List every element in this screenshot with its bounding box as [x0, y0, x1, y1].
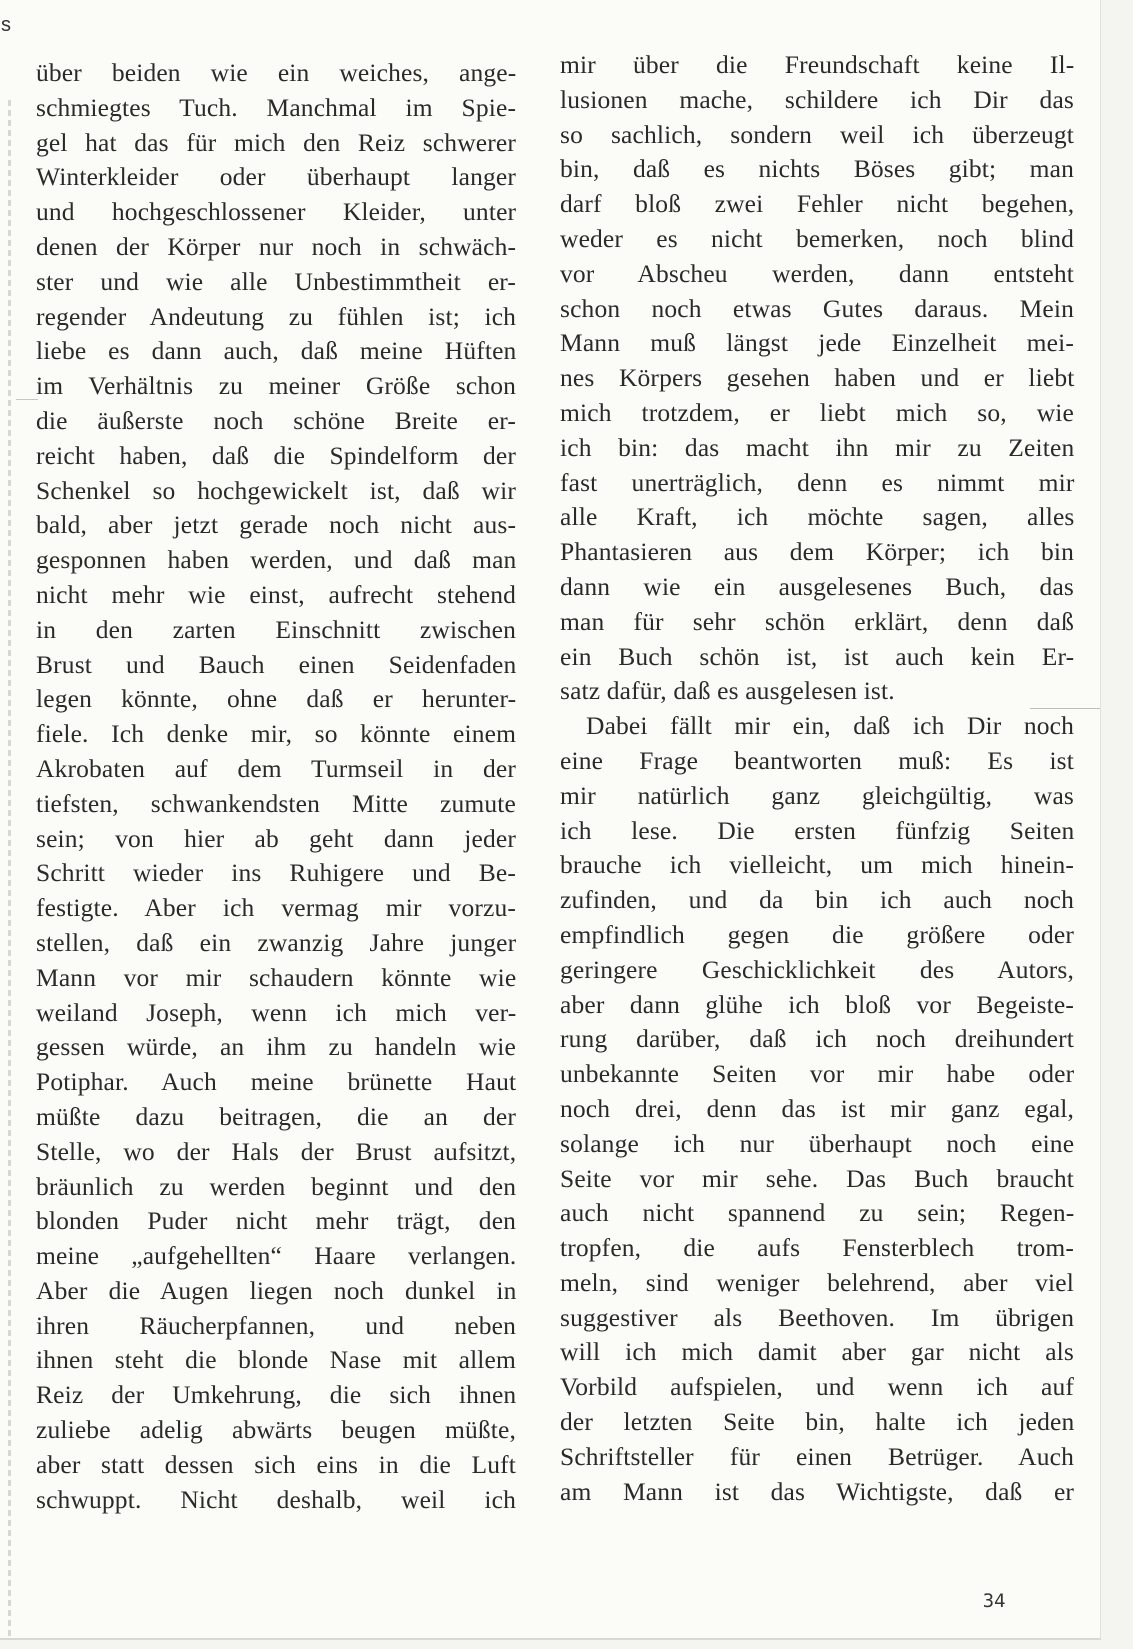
text-line: Schriftsteller für einen Betrüger. Auch: [560, 1441, 1075, 1471]
text-line: müßte dazu beitragen, die an der: [36, 1101, 516, 1131]
text-line: die äußerste noch schöne Breite er-: [36, 405, 516, 435]
text-line: unbekannte Seiten vor mir habe oder: [560, 1059, 1075, 1089]
text-line: Schritt wieder ins Ruhigere und Be-: [36, 858, 516, 888]
text-line: sein; von hier ab geht dann jeder: [36, 823, 516, 853]
text-line: Vorbild aufspielen, und wenn ich auf: [560, 1372, 1074, 1402]
text-line: ich lese. Die ersten fünfzig Seiten: [560, 815, 1075, 845]
text-line: bin, daß es nichts Böses gibt; man: [560, 154, 1074, 184]
text-line: und hochgeschlossener Kleider, unter: [36, 197, 517, 227]
text-line: nicht mehr wie einst, aufrecht stehend: [36, 579, 516, 609]
text-line: meln, sind weniger belehrend, aber viel: [560, 1267, 1074, 1297]
text-line: so sachlich, sondern weil ich überzeugt: [560, 119, 1074, 149]
text-line: brauche ich vielleicht, um mich hinein-: [560, 850, 1074, 880]
text-line: Mann muß längst jede Einzelheit mei-: [560, 328, 1074, 358]
text-line: denen der Körper nur noch in schwäch-: [36, 231, 517, 261]
text-line: mich trotzdem, er liebt mich so, wie: [560, 397, 1074, 427]
text-line: rung darüber, daß ich noch dreihundert: [560, 1024, 1074, 1054]
text-line: meine „aufgehellten“ Haare verlangen.: [36, 1241, 517, 1271]
text-line: Winterkleider oder überhaupt langer: [36, 162, 516, 192]
text-line: bräunlich zu werden beginnt und den: [36, 1171, 517, 1201]
text-line: Aber die Augen liegen noch dunkel in: [36, 1275, 517, 1305]
left-column: [36, 56, 516, 1517]
text-line: weder es nicht bemerken, noch blind: [560, 223, 1074, 253]
text-line: tiefsten, schwankendsten Mitte zumute: [36, 788, 516, 818]
text-line: schon noch etwas Gutes daraus. Mein: [560, 293, 1074, 323]
text-line: blonden Puder nicht mehr trägt, den: [36, 1206, 517, 1236]
text-line: gesponnen haben werden, und daß man: [36, 545, 517, 575]
text-line: im Verhältnis zu meiner Größe schon: [36, 371, 517, 401]
text-line: lusionen mache, schildere ich Dir das: [560, 84, 1074, 114]
text-line: Schenkel so hochgewickelt ist, daß wir: [36, 475, 516, 505]
text-line: Dabei fällt mir ein, daß ich Dir noch: [586, 711, 1074, 741]
text-line: ster und wie alle Unbestimmtheit er-: [36, 266, 517, 296]
text-line: bald, aber jetzt gerade noch nicht aus-: [36, 510, 517, 540]
text-line: fast unerträglich, denn es nimmt mir: [560, 467, 1075, 497]
text-line: Mann vor mir schaudern könnte wie: [36, 962, 517, 992]
corner-mark: s: [1, 14, 11, 36]
text-line: regender Andeutung zu fühlen ist; ich: [36, 301, 517, 331]
text-line: eine Frage beantworten muß: Es ist: [560, 745, 1074, 775]
text-line: am Mann ist das Wichtigste, daß er: [560, 1476, 1075, 1506]
text-line: will ich mich damit aber gar nicht als: [560, 1337, 1074, 1367]
text-line: man für sehr schön erklärt, denn daß: [560, 606, 1074, 636]
text-line: festigte. Aber ich vermag mir vorzu-: [36, 893, 516, 923]
text-line: Reiz der Umkehrung, die sich ihnen: [36, 1380, 517, 1410]
text-line: suggestiver als Beethoven. Im übrigen: [560, 1302, 1075, 1332]
text-line: der letzten Seite bin, halte ich jeden: [560, 1407, 1075, 1437]
right-column: [560, 48, 1074, 1509]
text-line: gessen würde, an ihm zu handeln wie: [36, 1032, 516, 1062]
text-line: Stelle, wo der Hals der Brust aufsitzt,: [36, 1136, 517, 1166]
text-line: über beiden wie ein weiches, ange-: [36, 58, 517, 87]
text-line: zufinden, und da bin ich auch noch: [560, 885, 1074, 915]
text-line: ihren Räucherpfannen, und neben: [36, 1310, 516, 1340]
text-line: mir über die Freundschaft keine Il-: [560, 50, 1075, 79]
text-line: liebe es dann auch, daß meine Hüften: [36, 336, 517, 366]
text-line: weiland Joseph, wenn ich mich ver-: [36, 997, 517, 1027]
page-number: 34: [982, 1590, 1006, 1612]
text-line: stellen, daß ein zwanzig Jahre junger: [36, 927, 517, 957]
text-line: Brust und Bauch einen Seidenfaden: [36, 649, 517, 679]
text-line: schwuppt. Nicht deshalb, weil ich: [36, 1484, 516, 1514]
text-line: auch nicht spannend zu sein; Regen-: [560, 1198, 1075, 1228]
text-line: ich bin: das macht ihn mir zu Zeiten: [560, 432, 1075, 462]
text-line: schmiegtes Tuch. Manchmal im Spie-: [36, 92, 517, 122]
text-line: legen könnte, ohne daß er herunter-: [36, 684, 517, 714]
text-line: empfindlich gegen die größere oder: [560, 919, 1075, 949]
text-line: alle Kraft, ich möchte sagen, alles: [560, 502, 1075, 532]
text-line: ein Buch schön ist, ist auch kein Er-: [560, 641, 1075, 671]
text-line: geringere Geschicklichkeit des Autors,: [560, 954, 1074, 984]
text-line: Phantasieren aus dem Körper; ich bin: [560, 537, 1074, 567]
text-line: satz dafür, daß es ausgelesen ist.: [560, 676, 895, 706]
text-line: aber dann glühe ich bloß vor Begeiste-: [560, 989, 1074, 1019]
text-line: ihnen steht die blonde Nase mit allem: [36, 1345, 516, 1375]
text-line: tropfen, die aufs Fensterblech trom-: [560, 1233, 1074, 1263]
text-line: Potiphar. Auch meine brünette Haut: [36, 1067, 517, 1097]
text-line: vor Abscheu werden, dann entsteht: [560, 258, 1074, 288]
text-line: mir natürlich ganz gleichgültig, was: [560, 780, 1074, 810]
text-line: solange ich nur überhaupt noch eine: [560, 1128, 1075, 1158]
text-line: in den zarten Einschnitt zwischen: [36, 614, 516, 644]
text-line: Akrobaten auf dem Turmseil in der: [36, 753, 517, 783]
text-line: Seite vor mir sehe. Das Buch braucht: [560, 1163, 1074, 1193]
text-line: gel hat das für mich den Reiz schwerer: [36, 127, 516, 157]
binding-edge: [8, 100, 11, 1640]
text-line: aber statt dessen sich eins in die Luft: [36, 1449, 516, 1479]
margin-mark: [16, 399, 38, 400]
text-line: darf bloß zwei Fehler nicht begehen,: [560, 189, 1075, 219]
text-line: noch drei, denn das ist mir ganz egal,: [560, 1093, 1074, 1123]
text-line: zuliebe adelig abwärts beugen müßte,: [36, 1415, 516, 1445]
text-line: fiele. Ich denke mir, so könnte einem: [36, 719, 517, 749]
text-line: reicht haben, daß die Spindelform der: [36, 440, 516, 470]
text-line: nes Körpers gesehen haben und er liebt: [560, 363, 1075, 393]
text-line: dann wie ein ausgelesenes Buch, das: [560, 571, 1074, 601]
